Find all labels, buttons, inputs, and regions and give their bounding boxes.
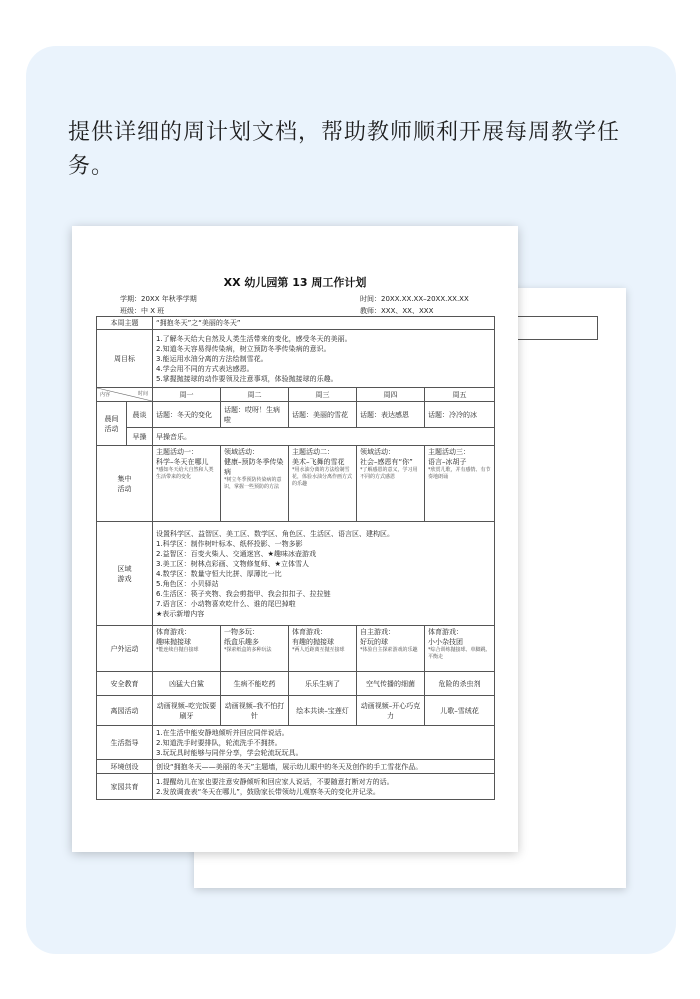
talk-cell: 话题：哎呀！生病啦 <box>221 402 289 428</box>
focus-activity-label: 集中 活动 <box>97 446 153 522</box>
outdoor-name: 纸盒乐趣多 <box>224 638 259 646</box>
weekday-header: 周四 <box>357 388 425 402</box>
outdoor-name: 趣味抛接球 <box>156 638 191 646</box>
focus-name: 健康–预防冬季传染病 <box>224 458 284 476</box>
diag-time-label: 时间 <box>137 391 148 397</box>
focus-title: 主题活动三： <box>428 448 470 456</box>
safety-cell: 生病不能吃药 <box>221 672 289 696</box>
goal-item: 5.掌握抛接球的动作要领及注意事项，体验抛接球的乐趣。 <box>156 374 338 383</box>
weekday-header: 周一 <box>153 388 221 402</box>
theme-label: 本周主题 <box>97 317 153 330</box>
safety-cell: 危险的杀虫剂 <box>425 672 495 696</box>
talk-label: 晨谈 <box>127 402 153 428</box>
leave-cell: 儿歌–雪绒花 <box>425 696 495 726</box>
document-title: XX 幼儿园第 13 周工作计划 <box>223 276 367 289</box>
safety-cell: 空气传播的细菌 <box>357 672 425 696</box>
outdoor-title: 体育游戏： <box>156 628 191 636</box>
goal-item: 3.能运用水油分离的方法绘制雪花。 <box>156 354 268 363</box>
home-school-label: 家园共育 <box>97 774 153 800</box>
leave-label: 离园活动 <box>97 696 153 726</box>
weekday-header: 周五 <box>425 388 495 402</box>
leave-cell: 动画视频–开心巧克力 <box>357 696 425 726</box>
focus-cell <box>425 446 495 522</box>
goal-item: 4.学会用不同的方式表达感恩。 <box>156 364 254 373</box>
area-games-label: 区域 游戏 <box>97 522 153 626</box>
weekly-plan-table <box>96 316 495 800</box>
focus-note: *欣赏儿歌，并有感情、有节奏地朗诵 <box>428 467 491 480</box>
goal-item: 2.知道冬天容易得传染病，树立预防冬季传染病的意识。 <box>156 344 331 353</box>
talk-cell: 话题：冬天的变化 <box>153 402 221 428</box>
focus-note: *树立冬季预防传染病的意识，掌握一些预防的方法 <box>224 477 282 490</box>
document-sheet <box>72 226 518 852</box>
area-item: 3.美工区：树林点彩画、文物修复师、★立体雪人 <box>156 559 309 568</box>
outdoor-label: 户外运动 <box>97 626 153 672</box>
focus-name: 科学–冬天在哪儿 <box>156 458 209 466</box>
area-item: 1.科学区：制作树叶标本、纸杯投影、一物多影 <box>156 539 303 548</box>
outdoor-name: 有趣的抛接球 <box>292 638 334 646</box>
focus-note: *用水油分离的方法绘制雪花，体验水油分离作画方式的乐趣 <box>292 467 353 487</box>
life-item: 2.知道洗手时要排队，轮流洗手不拥挤。 <box>156 738 282 747</box>
exercise-label: 早操 <box>127 428 153 446</box>
outdoor-note: *体验自主探索游戏的乐趣 <box>360 647 418 653</box>
outdoor-note: *探索纸盒的多种玩法 <box>224 647 272 653</box>
environment-value: 创设“拥抱冬天——美丽的冬天”主题墙，展示幼儿眼中的冬天及创作的手工雪花作品。 <box>153 760 495 774</box>
goals-list <box>153 330 495 388</box>
talk-cell: 话题：美丽的雪花 <box>289 402 357 428</box>
outdoor-note: *两人近距离互抛互接球 <box>292 647 345 653</box>
outdoor-cell <box>357 626 425 672</box>
focus-note: *感知冬天给大自然和人类生活带来的变化 <box>156 467 214 480</box>
area-item: 2.益智区：百变火柴人、交通迷宫、★趣味冰壶游戏 <box>156 549 316 558</box>
exercise-value: 早操音乐。 <box>153 428 495 446</box>
morning-activity-label: 晨间 活动 <box>97 402 127 446</box>
outdoor-cell <box>425 626 495 672</box>
home-school-list <box>153 774 495 800</box>
environment-label: 环境创设 <box>97 760 153 774</box>
leave-cell: 动画视频–吃完饭要刷牙 <box>153 696 221 726</box>
safety-cell: 乐乐生病了 <box>289 672 357 696</box>
area-item: 6.生活区：筷子夹物、我会剪指甲、我会扣扣子、拉拉链 <box>156 589 331 598</box>
theme-value: “拥抱冬天”之“美丽的冬天” <box>153 317 495 330</box>
outdoor-title: 体育游戏： <box>428 628 463 636</box>
semester-info: 学期：20XX 年秋季学期 <box>120 295 197 303</box>
weekday-header: 周二 <box>221 388 289 402</box>
focus-name: 社会–感恩有“你” <box>360 458 413 466</box>
outdoor-cell <box>221 626 289 672</box>
outdoor-note: *能连续自抛自接球 <box>156 647 199 653</box>
talk-cell: 话题：冷冷的冰 <box>425 402 495 428</box>
outdoor-cell <box>153 626 221 672</box>
class-info: 班级：中 X 班 <box>120 307 165 315</box>
outdoor-name: 小小杂技团 <box>428 638 463 646</box>
focus-cell <box>289 446 357 522</box>
weekday-header: 周三 <box>289 388 357 402</box>
time-info: 时间：20XX.XX.XX–20XX.XX.XX <box>360 295 469 303</box>
area-item: 7.语言区：小动物喜欢吃什么、谁的尾巴掉啦 <box>156 599 296 608</box>
diagonal-header-cell <box>97 388 153 402</box>
focus-title: 领域活动： <box>224 448 259 456</box>
outdoor-title: 体育游戏： <box>292 628 327 636</box>
outdoor-note: *综合训练抛接球、单脚跳、平衡走 <box>428 647 491 660</box>
goals-label: 周目标 <box>97 330 153 388</box>
safety-label: 安全教育 <box>97 672 153 696</box>
home-item: 1.提醒幼儿在家也要注意安静倾听和回应家人说话，不要随意打断对方的话。 <box>156 777 394 786</box>
area-item: ★表示新增内容 <box>156 609 205 618</box>
talk-cell: 话题：表达感恩 <box>357 402 425 428</box>
focus-name: 语言–冰胡子 <box>428 458 467 466</box>
focus-cell <box>153 446 221 522</box>
home-item: 2.发放调查表“冬天在哪儿”，鼓励家长带领幼儿观察冬天的变化并记录。 <box>156 787 380 796</box>
focus-cell <box>357 446 425 522</box>
life-guide-label: 生活指导 <box>97 726 153 760</box>
goal-item: 1.了解冬天给大自然及人类生活带来的变化，感受冬天的美丽。 <box>156 334 352 343</box>
focus-title: 领域活动： <box>360 448 395 456</box>
focus-name: 美术–飞舞的雪花 <box>292 458 345 466</box>
outdoor-title: 一物多玩： <box>224 628 259 636</box>
area-item: 4.数学区：数量守恒大比拼、厚薄比一比 <box>156 569 282 578</box>
focus-cell <box>221 446 289 522</box>
outdoor-cell <box>289 626 357 672</box>
safety-cell: 凶猛大白鲨 <box>153 672 221 696</box>
diag-content-label: 内容 <box>100 392 111 398</box>
headline: 提供详细的周计划文档，帮助教师顺利开展每周教学任务。 <box>68 120 621 179</box>
teacher-info: 教师：XXX、XX、XXX <box>360 307 434 315</box>
focus-title: 主题活动二： <box>292 448 334 456</box>
focus-note: *了解感恩的意义，学习用不同的方式感恩 <box>360 467 418 480</box>
leave-cell: 绘本共读–宝莲灯 <box>289 696 357 726</box>
area-item: 设置科学区、益智区、美工区、数学区、角色区、生活区、语言区、建构区。 <box>156 529 394 538</box>
outdoor-name: 好玩的球 <box>360 638 388 646</box>
outdoor-title: 自主游戏： <box>360 628 395 636</box>
life-item: 3.玩玩具时能够与同伴分享，学会轮流玩玩具。 <box>156 748 303 757</box>
life-item: 1.在生活中能安静地倾听并回应同伴说话。 <box>156 728 289 737</box>
focus-title: 主题活动一： <box>156 448 198 456</box>
area-item: 5.角色区：小贝驿站 <box>156 579 219 588</box>
area-games-list <box>153 522 495 626</box>
life-guide-list <box>153 726 495 760</box>
leave-cell: 动画视频–我不怕打针 <box>221 696 289 726</box>
